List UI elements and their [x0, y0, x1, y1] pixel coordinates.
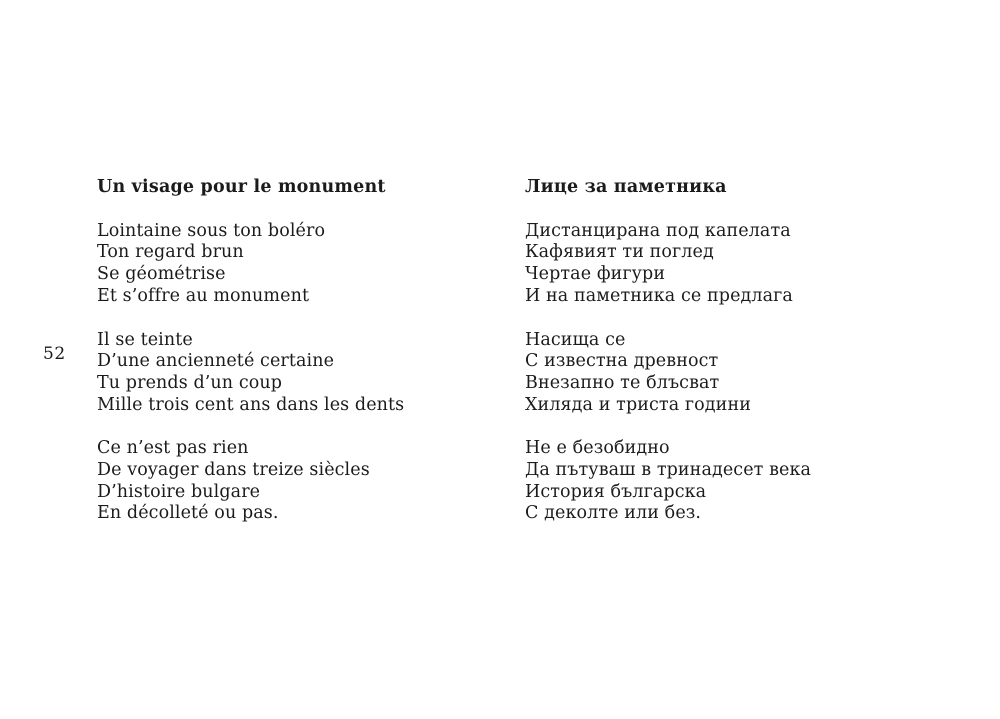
- poem-title-bulgarian: Лице за паметника: [525, 177, 727, 197]
- poem-line: Se géométrise: [97, 264, 226, 285]
- stanza-bulgarian-3: [525, 438, 955, 525]
- poem-line: Et s’offre au monument: [97, 285, 310, 306]
- stanza-french-3: [97, 438, 497, 525]
- poem-line: Насища се: [525, 329, 626, 350]
- poem-line: Ton regard brun: [97, 242, 244, 263]
- stanza-french-1: [97, 221, 497, 308]
- poem-line: D’une ancienneté certaine: [97, 351, 335, 372]
- poem-line: С деколте или без.: [525, 503, 702, 524]
- poem-french: [97, 177, 497, 525]
- poem-line: Да пътуваш в тринадесет века: [525, 460, 812, 481]
- stanza-bulgarian-1: [525, 221, 955, 308]
- stanza-french-2: [97, 330, 497, 417]
- poem-line: D’histoire bulgare: [97, 481, 261, 502]
- poem-line: История българска: [525, 481, 707, 502]
- poem-line: Mille trois cent ans dans les dents: [97, 394, 405, 415]
- poem-line: Не е безобидно: [525, 438, 670, 459]
- poem-line: Дистанцирана под капелата: [525, 220, 791, 241]
- poem-line: Il se teinte: [97, 329, 193, 350]
- poem-line: Tu prends d’un coup: [97, 372, 283, 393]
- poem-line: Хиляда и триста години: [525, 394, 751, 415]
- poem-line: En décolleté ou pas.: [97, 503, 279, 524]
- poem-line: Ce n’est pas rien: [97, 438, 249, 459]
- poem-line: С известна древност: [525, 351, 719, 372]
- poem-line: Lointaine sous ton boléro: [97, 220, 326, 241]
- poem-line: De voyager dans treize siècles: [97, 460, 370, 481]
- poem-line: И на паметника се предлага: [525, 285, 793, 306]
- poem-line: Внезапно те блъсват: [525, 372, 720, 393]
- poem-title-french: Un visage pour le monument: [97, 177, 386, 197]
- stanza-bulgarian-2: [525, 330, 955, 417]
- poem-bulgarian: [525, 177, 955, 525]
- page-number: 52: [43, 344, 66, 364]
- poem-line: Кафявият ти поглед: [525, 242, 714, 263]
- poem-line: Чертае фигури: [525, 264, 666, 285]
